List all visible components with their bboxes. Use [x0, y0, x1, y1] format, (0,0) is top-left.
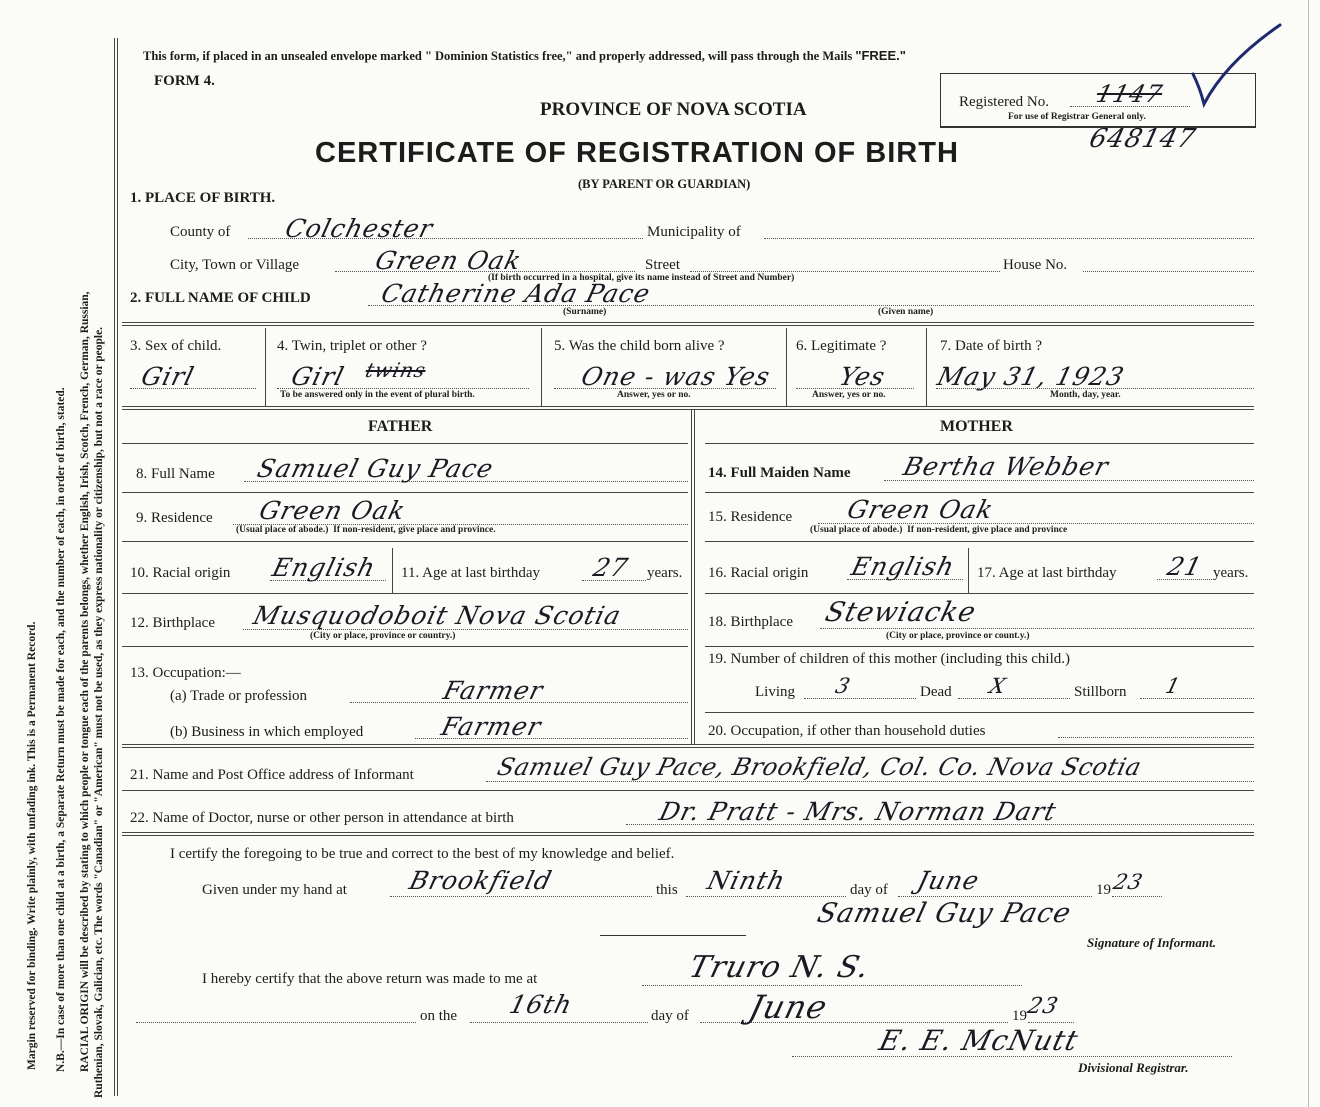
right-edge-rule [1308, 0, 1309, 1107]
mother-birthplace-dots [820, 628, 1254, 629]
this-dots [686, 896, 846, 897]
margin-note-binding: Margin reserved for binding. Write plainly, with unfading ink. This is a Permanent Record. [26, 621, 38, 1070]
dead-dots [958, 698, 1070, 699]
date-dots [936, 388, 1254, 389]
alive-value: One - was Yes [578, 362, 774, 391]
onthe-label: on the [420, 1008, 458, 1024]
mother-name-label [708, 465, 851, 482]
informant-dots [486, 781, 1254, 782]
father-name-label: 8. Full Name [136, 466, 215, 482]
check-mark-icon [1188, 22, 1288, 112]
rule [705, 541, 1254, 542]
rule [122, 646, 688, 647]
mother-occupation-dots [1058, 737, 1254, 738]
given-label: Given under my hand at [202, 882, 347, 898]
informant-signature-rule [600, 935, 746, 936]
rule [122, 322, 1254, 326]
street-label: Street [645, 257, 680, 273]
father-heading: FATHER [368, 418, 433, 435]
given-dots [390, 896, 652, 897]
alive-note: Answer, yes or no. [617, 390, 691, 400]
father-name-value: Samuel Guy Pace [254, 454, 497, 483]
divider [265, 328, 266, 406]
month-dots [898, 896, 1092, 897]
date-value: May 31, 1923 [934, 362, 1128, 391]
house-label: House No. [1003, 257, 1068, 273]
registered-label: Registered No. [959, 94, 1049, 110]
margin-note-multiple-births: N.B.—In case of more than one child at a birth, a Separate Return must be made for each, and the number of each, in order of birth, stated. [55, 387, 67, 1072]
certify-statement: I certify the foregoing to be true and correct to the best of my knowledge and belief. [170, 846, 675, 862]
registrar-signature: E. E. McNutt [875, 1024, 1082, 1057]
father-birthplace-value: Musquodoboit Nova Scotia [250, 601, 625, 630]
divider [926, 328, 927, 406]
living-label: Living [755, 684, 795, 700]
mail-notice [143, 48, 906, 64]
mother-birthplace-label: 18. Birthplace [708, 614, 793, 630]
father-business-value: Farmer [438, 712, 545, 741]
municipality-label: Municipality of [647, 224, 741, 240]
year-prefix: 19 [1096, 882, 1111, 898]
divider [541, 328, 542, 406]
dead-value: X [987, 674, 1009, 698]
informant-value: Samuel Guy Pace, Brookfield, Col. Co. Nova Scotia [494, 753, 1145, 781]
date-note: Month, day, year. [1050, 390, 1121, 400]
mother-abode-note-a: (Usual place of abode.) [810, 525, 903, 535]
twin-label: 4. Twin, triplet or other ? [277, 338, 427, 354]
living-value: 3 [833, 674, 854, 698]
registrar-day: 16th [506, 990, 576, 1019]
house-dots [1083, 271, 1254, 272]
twin-note: To be answered only in the event of plural birth. [280, 390, 475, 400]
binding-rule [114, 38, 118, 1096]
rule [122, 790, 1254, 791]
province: PROVINCE OF NOVA SCOTIA [540, 99, 807, 120]
rule [705, 593, 1254, 594]
attendant-value: Dr. Pratt - Mrs. Norman Dart [656, 797, 1060, 826]
mother-residence-value: Green Oak [844, 495, 997, 524]
mother-abode-note [810, 525, 1067, 535]
surname-caption: (Surname) [563, 307, 607, 317]
margin-note-racial-origin-1: RACIAL ORIGIN will be described by stating to which people or tongue each of the parents belongs, whether English, Irish, Scotch, French, German, Russian, [79, 291, 91, 1072]
mother-heading-rule [705, 443, 1254, 444]
county-label: County of [170, 224, 231, 240]
given-place: Brookfield [406, 866, 556, 895]
registrar-year-dots [1028, 1022, 1074, 1023]
registrar-day-dots [470, 1022, 648, 1023]
stillborn-dots [1140, 698, 1254, 699]
child-name-value: Catherine Ada Pace [378, 279, 654, 308]
father-occupation-label: 13. Occupation:— [130, 665, 241, 681]
child-name-label: 2. FULL NAME OF CHILD [130, 290, 311, 306]
mother-name-label-text: 14. Full Maiden Name [708, 465, 851, 481]
center-divider [691, 410, 695, 744]
mother-birthplace-note: (City or place, province or count.y.) [886, 631, 1030, 641]
street-dots [690, 271, 1000, 272]
city-label: City, Town or Village [170, 257, 300, 273]
mail-free: "FREE." [855, 48, 906, 63]
certificate-title: CERTIFICATE OF REGISTRATION OF BIRTH [315, 137, 959, 169]
rule [122, 406, 1254, 410]
registrar-caption: Divisional Registrar. [1078, 1060, 1189, 1075]
twin-value: Girl [288, 362, 348, 391]
stillborn-label: Stillborn [1074, 684, 1127, 700]
twin-struck: twins [363, 358, 429, 382]
form-number: FORM 4. [154, 73, 215, 89]
father-residence-label: 9. Residence [136, 510, 213, 526]
hospital-note: (If birth occurred in a hospital, give its name instead of Street and Number) [488, 273, 795, 283]
father-business-label: (b) Business in which employed [170, 724, 364, 740]
legit-label: 6. Legitimate ? [796, 338, 887, 354]
registrar-year-suffix: 23 [1024, 994, 1062, 1019]
registrar-use-note: For use of Registrar General only. [1008, 112, 1146, 122]
father-years: years. [647, 565, 683, 581]
rule [705, 646, 1254, 647]
city-value: Green Oak [372, 246, 525, 275]
father-residence-value: Green Oak [256, 496, 409, 525]
father-heading-rule [122, 443, 688, 444]
registrar-month: June [745, 988, 832, 1026]
legit-note: Answer, yes or no. [812, 390, 886, 400]
alive-dots [554, 388, 776, 389]
mother-years: years. [1213, 565, 1249, 581]
registrar-statement: I hereby certify that the above return was made to me at [202, 971, 538, 987]
mother-age-value: 21 [1164, 552, 1206, 581]
given-caption: (Given name) [878, 307, 934, 317]
divider [786, 328, 787, 406]
margin-note-racial-origin-2: Ruthenian, Slovak, Galician, etc. The words "Canadian" or "American" must not be used, as they express nationality or citizenship, but not a race or people. [93, 326, 105, 1098]
father-trade-value: Farmer [440, 676, 547, 705]
sex-dots [130, 388, 256, 389]
stillborn-value: 1 [1163, 674, 1184, 698]
registrar-place-dots [642, 985, 1022, 986]
rule [122, 541, 688, 542]
mother-age-label: 17. Age at last birthday [977, 565, 1117, 581]
place-heading: 1. PLACE OF BIRTH. [130, 190, 276, 206]
registrar-year-prefix: 19 [1012, 1008, 1027, 1024]
registrar-dayof-label: day of [651, 1008, 689, 1024]
mother-residence-label: 15. Residence [708, 509, 793, 525]
mother-name-value: Bertha Webber [900, 452, 1112, 481]
mother-abode-note-b: If non-resident, give place and province [907, 525, 1068, 535]
divider [968, 548, 969, 593]
informant-label: 21. Name and Post Office address of Informant [130, 767, 414, 783]
this-label: this [656, 882, 678, 898]
year-suffix: 23 [1111, 870, 1146, 894]
father-age-value: 27 [590, 553, 632, 582]
date-label: 7. Date of birth ? [940, 338, 1043, 354]
rule [122, 744, 1254, 748]
certificate-subtitle: (BY PARENT OR GUARDIAN) [578, 177, 751, 191]
mother-racial-label: 16. Racial origin [708, 565, 809, 581]
dayof-label: day of [850, 882, 888, 898]
signature-caption: Signature of Informant. [1087, 935, 1216, 950]
sex-label: 3. Sex of child. [130, 338, 222, 354]
registrar-place: Truro N. S. [685, 950, 874, 985]
month-value: June [914, 866, 983, 895]
living-dots [804, 698, 916, 699]
mother-children-label: 19. Number of children of this mother (including this child.) [708, 651, 1071, 667]
onthe-dots-left [136, 1022, 416, 1023]
day-value: Ninth [704, 866, 789, 895]
rule [122, 492, 688, 493]
father-birthplace-note: (City or place, province or country.) [310, 631, 456, 641]
legit-value: Yes [836, 362, 889, 391]
father-age-label: 11. Age at last birthday [401, 565, 540, 581]
mother-occupation-label: 20. Occupation, if other than household duties [708, 723, 986, 739]
rule [705, 492, 1254, 493]
father-racial-label: 10. Racial origin [130, 565, 231, 581]
attendant-label: 22. Name of Doctor, nurse or other person in attendance at birth [130, 810, 514, 826]
rule [122, 832, 1254, 836]
rule [705, 712, 1254, 713]
father-racial-value: English [269, 553, 379, 582]
mother-birthplace-value: Stewiacke [822, 597, 980, 628]
dead-label: Dead [920, 684, 952, 700]
divider [392, 548, 393, 593]
legit-dots [796, 388, 914, 389]
mail-notice-text: This form, if placed in an unsealed envelope marked " Dominion Statistics free," and properly addressed, will pass through the Mails [143, 49, 853, 63]
alive-label: 5. Was the child born alive ? [554, 338, 725, 354]
year-dots [1112, 896, 1162, 897]
municipality-dots [764, 238, 1254, 239]
father-abode-note-b: If non-resident, give place and province. [333, 525, 496, 535]
father-abode-note-a: (Usual place of abode.) [236, 525, 329, 535]
sex-value: Girl [138, 362, 198, 391]
twin-dots [277, 388, 529, 389]
county-value: Colchester [282, 214, 437, 243]
registration-number: 648147 [1086, 124, 1200, 154]
father-abode-note [236, 525, 496, 535]
rule [122, 593, 688, 594]
mother-racial-value: English [848, 552, 958, 581]
father-birthplace-label: 12. Birthplace [130, 615, 215, 631]
informant-signature: Samuel Guy Pace [814, 898, 1075, 929]
registered-struck: 1147 [1093, 80, 1166, 108]
father-trade-label: (a) Trade or profession [170, 688, 308, 704]
mother-heading: MOTHER [940, 418, 1013, 435]
